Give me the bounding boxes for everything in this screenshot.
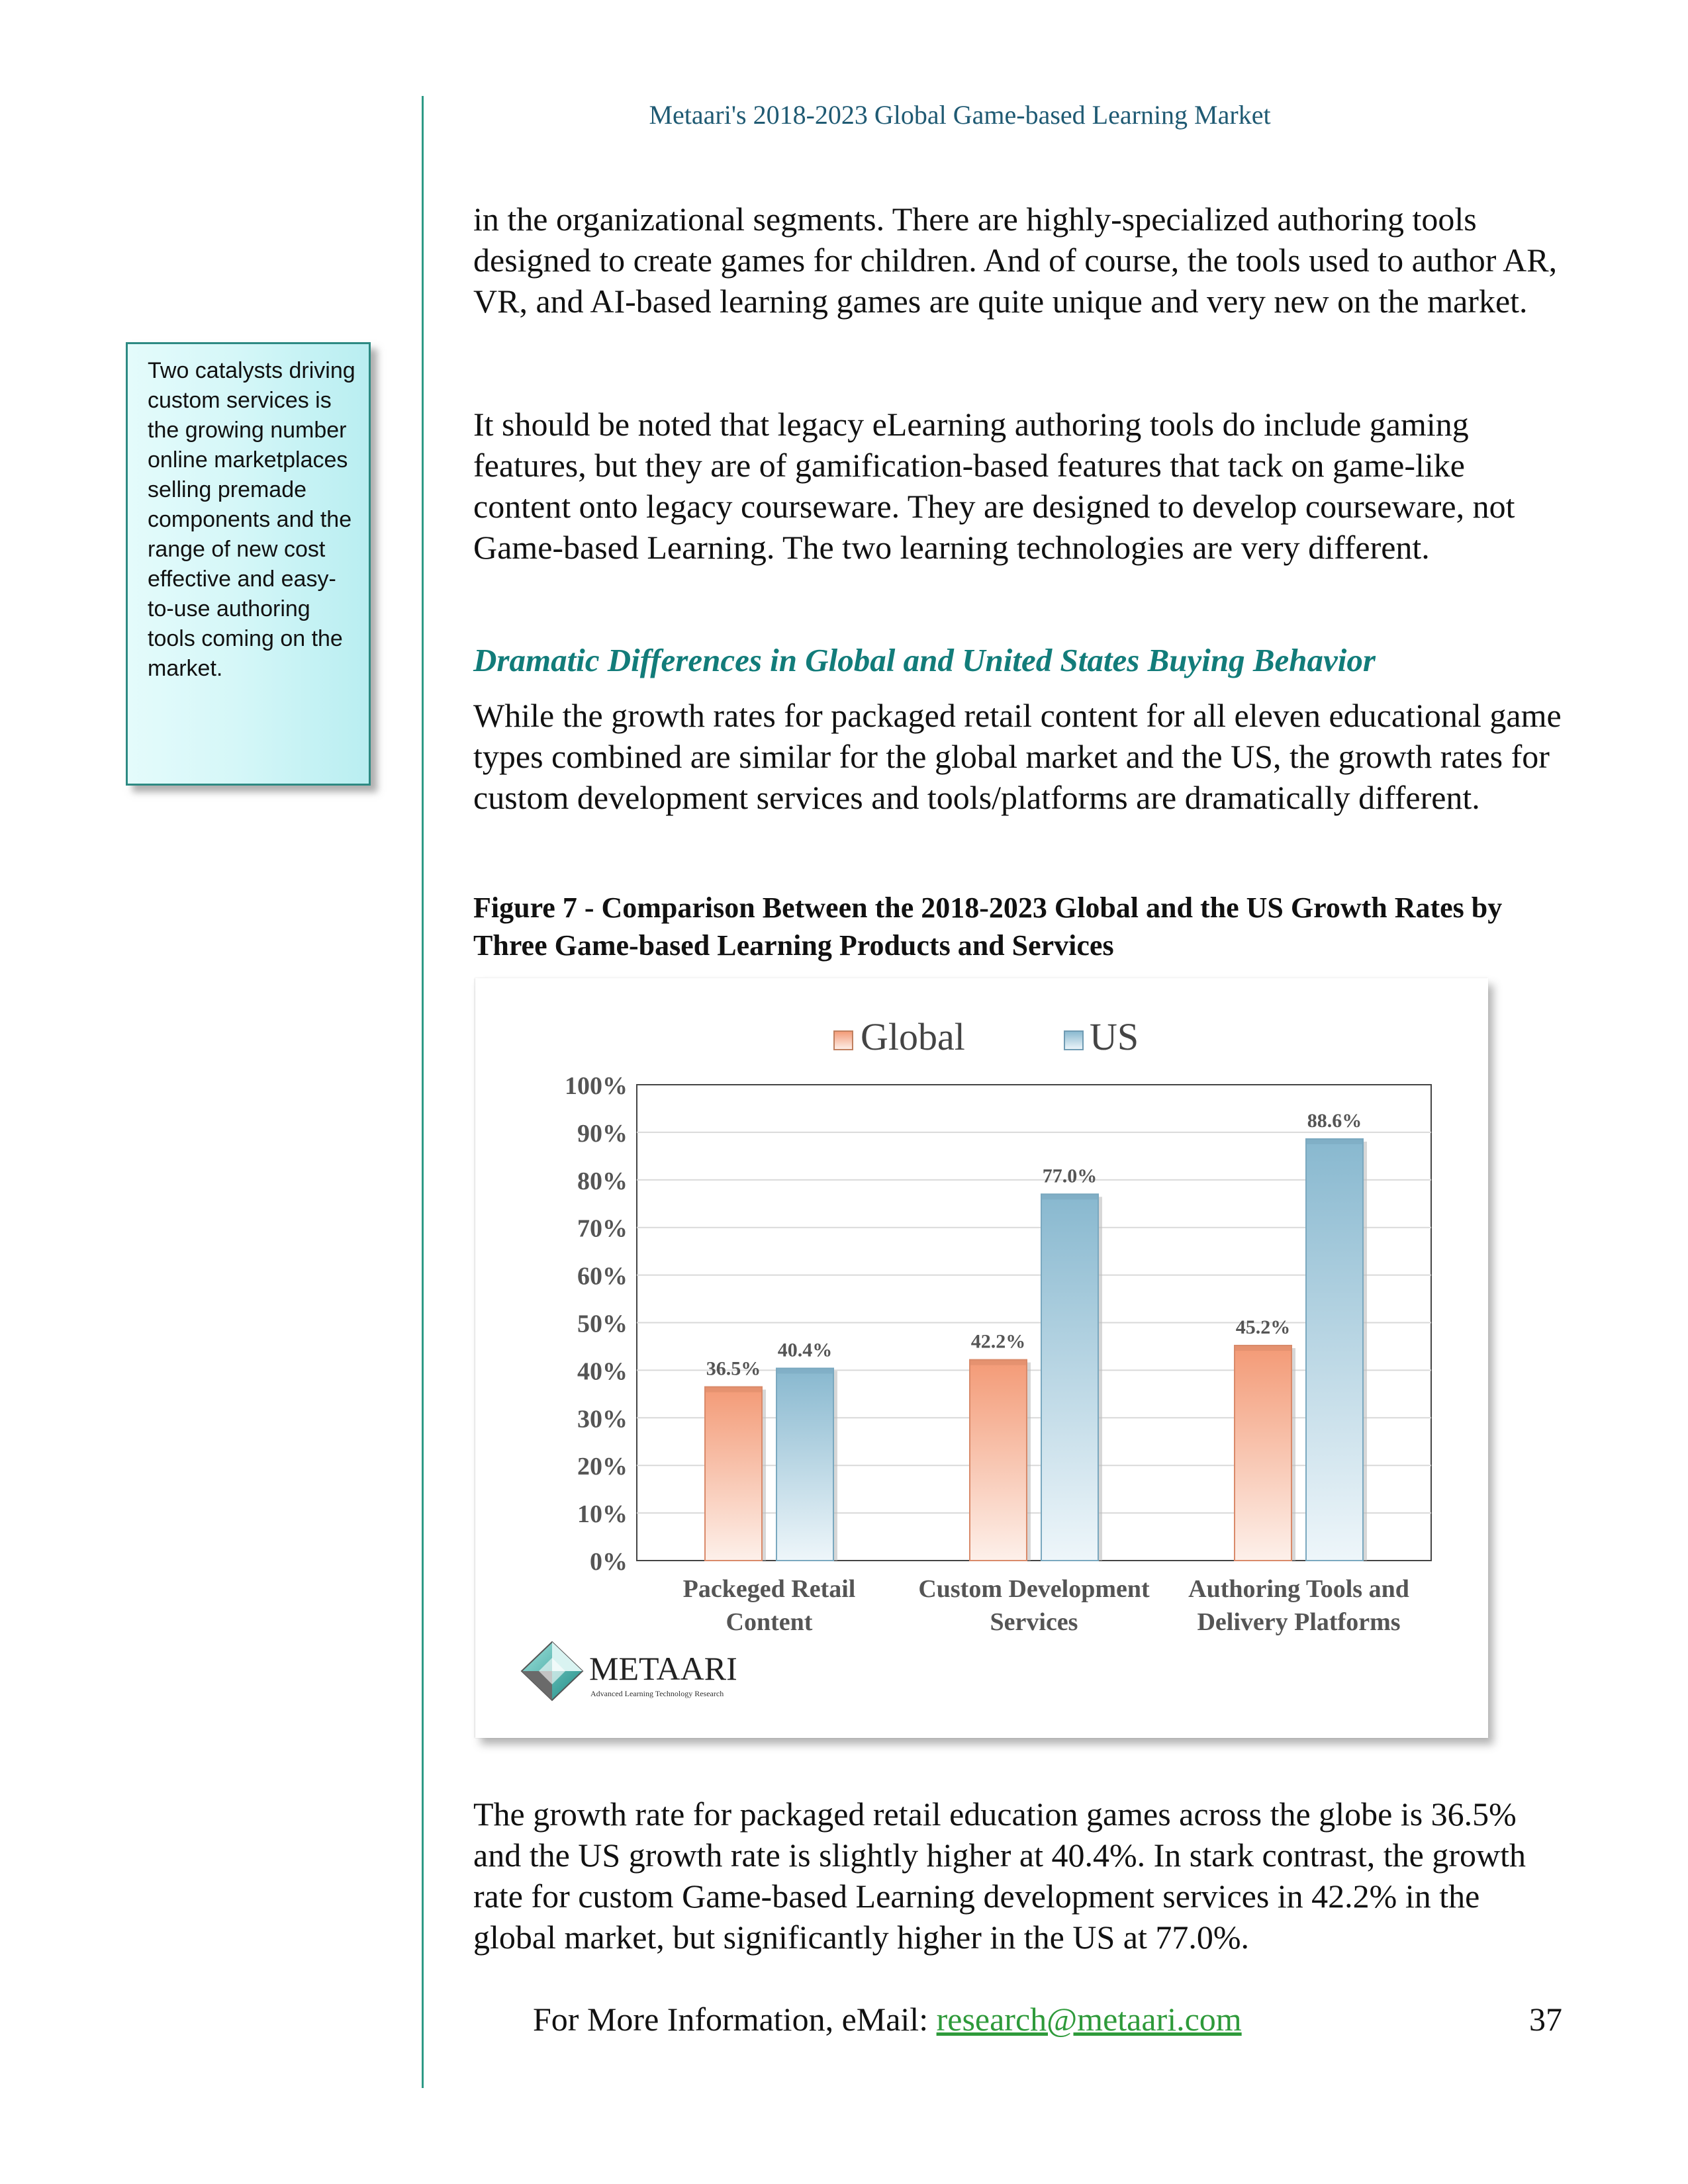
y-tick-label: 0%: [590, 1548, 628, 1576]
x-category-label: Packeged Retail: [682, 1575, 856, 1603]
bar-global: [705, 1387, 762, 1561]
bar-cap: [705, 1387, 762, 1392]
y-tick-label: 30%: [577, 1405, 628, 1433]
x-category-label: Custom Development: [918, 1575, 1150, 1603]
y-tick-label: 90%: [577, 1119, 628, 1148]
footer-contact: [533, 1999, 1242, 2040]
x-category-label: Authoring Tools and: [1188, 1575, 1409, 1603]
footer-prefix: For More Information, eMail:: [533, 2001, 937, 2038]
x-category-label: Delivery Platforms: [1197, 1608, 1401, 1636]
bar-us: [1041, 1194, 1098, 1561]
y-tick-label: 60%: [577, 1262, 628, 1291]
bar-cap: [776, 1369, 833, 1374]
bars: [705, 1110, 1367, 1561]
figure-caption: Figure 7 - Comparison Between the 2018-2023 Global and the US Growth Rates by Three Game-based Learning Products and Services: [473, 891, 1503, 962]
metaari-logo-mark: [522, 1642, 583, 1700]
data-label: 88.6%: [1307, 1109, 1362, 1132]
metaari-logo: [522, 1642, 737, 1700]
data-label: 36.5%: [706, 1357, 761, 1380]
section-heading: Dramatic Differences in Global and United States Buying Behavior: [473, 642, 1376, 678]
data-label: 40.4%: [777, 1339, 833, 1361]
y-tick-label: 10%: [577, 1500, 628, 1529]
y-tick-label: 80%: [577, 1167, 628, 1195]
paragraph-4: The growth rate for packaged retail education games across the globe is 36.5% and the US growth rate is slightly higher at 40.4%. In stark contrast, the growth rate for custom Game-based Learning development services in 42.2% in the global market, but significantly higher in the US at 77.0%.: [473, 1796, 1526, 1956]
x-axis-labels: [683, 1575, 1409, 1636]
y-tick-label: 40%: [577, 1357, 628, 1386]
paragraph-1: in the organizational segments. There are highly-specialized authoring tools designed to create games for children. And of course, the tools used to author AR, VR, and AI-based learning games are quite unique and very new on the market.: [473, 201, 1558, 320]
y-tick-label: 100%: [565, 1072, 628, 1100]
page-number: 37: [1529, 2001, 1562, 2038]
data-label: 77.0%: [1042, 1165, 1098, 1187]
metaari-logo-tagline: Advanced Learning Technology Research: [590, 1689, 724, 1698]
bar-global: [1235, 1345, 1291, 1561]
legend-swatch-global: [834, 1031, 853, 1050]
y-tick-label: 70%: [577, 1214, 628, 1243]
chart-legend: [834, 1015, 1139, 1058]
running-header: Metaari's 2018-2023 Global Game-based Learning Market: [649, 100, 1271, 130]
x-category-label: Content: [726, 1608, 813, 1636]
y-tick-label: 50%: [577, 1310, 628, 1338]
y-axis-ticks: [565, 1072, 628, 1576]
bar-us: [1306, 1139, 1363, 1561]
sidebar-callout: Two catalysts driving custom services is the growing number online marketplaces selling premade components and the range of new cost effective and easy-to-use authoring tools coming on the market.: [126, 342, 371, 786]
bar-cap: [1041, 1194, 1098, 1199]
bar-global: [970, 1360, 1027, 1561]
chart-figure: [475, 978, 1488, 1738]
bar-cap: [1235, 1345, 1291, 1351]
metaari-logo-name: METAARI: [589, 1650, 737, 1687]
bar-cap: [1306, 1139, 1363, 1144]
legend-label-global: Global: [861, 1015, 965, 1058]
legend-label-us: US: [1090, 1015, 1139, 1058]
email-link[interactable]: research@metaari.com: [936, 2001, 1242, 2038]
margin-rule: [422, 96, 424, 2088]
paragraph-3: While the growth rates for packaged retail content for all eleven educational game types combined are similar for the global market and the US, the growth rates for custom development services and tools/platforms are dramatically different.: [473, 697, 1562, 816]
paragraph-2: It should be noted that legacy eLearning authoring tools do include gaming features, but they are of gamification-based features that tack on game-like content onto legacy courseware. They are designed to develop courseware, not Game-based Learning. The two learning technologies are very different.: [473, 406, 1515, 566]
x-category-label: Services: [990, 1608, 1078, 1636]
bar-cap: [970, 1360, 1027, 1365]
data-label: 42.2%: [970, 1330, 1026, 1353]
y-tick-label: 20%: [577, 1453, 628, 1481]
bar-us: [776, 1369, 833, 1561]
data-label: 45.2%: [1235, 1316, 1291, 1339]
legend-swatch-us: [1064, 1031, 1083, 1050]
bar-chart: [475, 978, 1488, 1738]
